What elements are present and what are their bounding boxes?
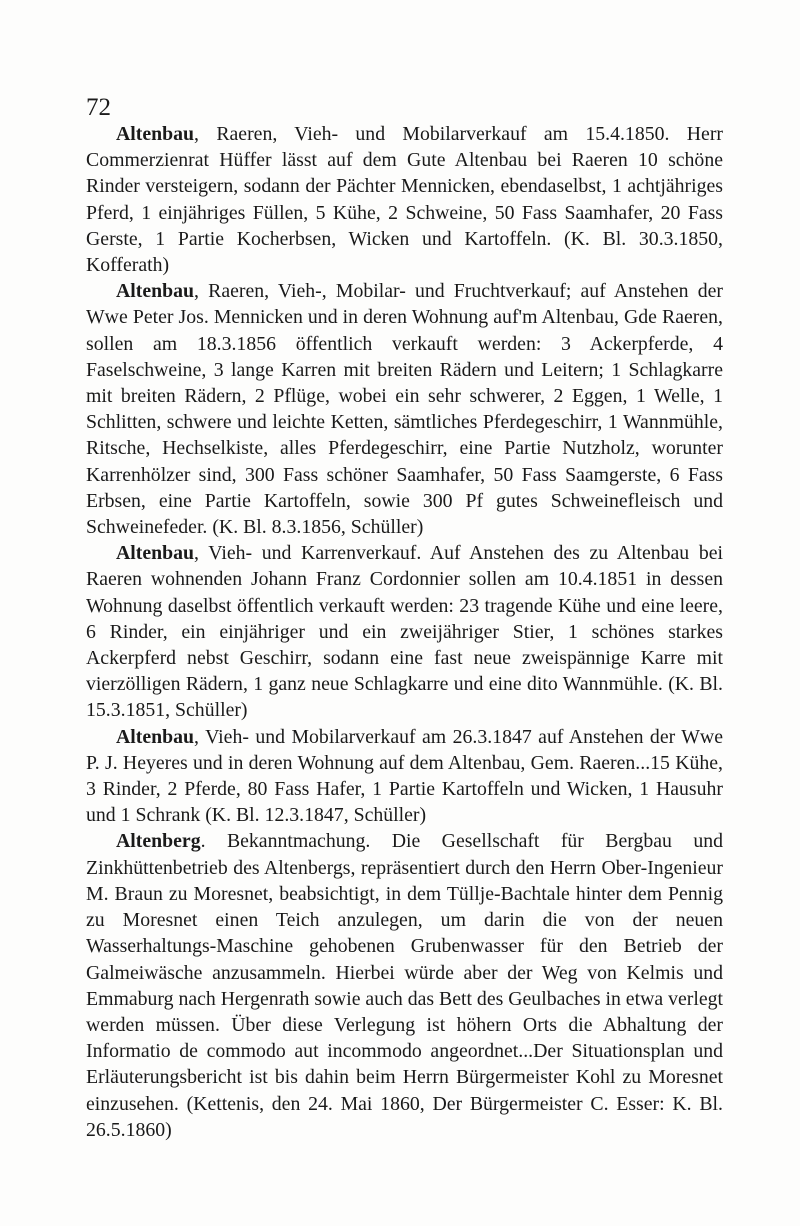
- entry-text: , Raeren, Vieh-, Mobilar- und Fruchtverkauf; auf Anstehen der Wwe Peter Jos. Mennicken und in deren Wohnung auf'm Altenbau, Gde Raeren, sollen am 18.3.1856 öffentlich verkauft werden: 3 Ackerpferde, 4 Faselschweine, 3 lange Karren mit breiten Rädern und Leitern; 1 Schlagkarre mit breiten Rädern, 2 Pflüge, wobei ein sehr schwerer, 2 Eggen, 1 Welle, 1 Schlitten, schwere und leichte Ketten, sämtliches Pferdegeschirr, 1 Wannmühle, Ritsche, Hechselkiste, alles Pferdegeschirr, eine Partie Nutzholz, worunter Karrenhölzer sind, 300 Fass schöner Saamhafer, 50 Fass Saamgerste, 6 Fass Erbsen, eine Partie Kartoffeln, sowie 300 Pf gutes Schweinefleisch und Schweinefeder. (K. Bl. 8.3.1856, Schüller): [86, 280, 723, 539]
- entry-heading: Altenbau: [116, 542, 195, 565]
- entry-heading: Altenberg: [116, 830, 201, 853]
- entry-altenbau-1851: [86, 540, 723, 723]
- entry-altenbau-1850: [86, 121, 723, 278]
- entry-heading: Altenbau: [116, 280, 195, 303]
- page-body: [86, 121, 723, 1143]
- entry-text: . Bekanntmachung. Die Gesellschaft für Bergbau und Zinkhüttenbetrieb des Altenbergs, repräsentiert durch den Herrn Ober-Ingenieur M. Braun zu Moresnet, beabsichtigt, in dem Tüllje-Bachtale hinter dem Pennig zu Moresnet einen Teich anzulegen, um darin die von der neuen Wasserhaltungs-Maschine gehobenen Grubenwasser für den Betrieb der Galmeiwäsche anzusammeln. Hierbei würde aber der Weg von Kelmis und Emmaburg nach Hergenrath sowie auch das Bett des Geulbaches in etwa verlegt werden müssen. Über diese Verlegung ist höhern Orts die Abhaltung der Informatio de commodo aut incommodo angeordnet...Der Situationsplan und Erläuterungsbericht ist bis dahin beim Herrn Bürgermeister Kohl zu Moresnet einzusehen. (Kettenis, den 24. Mai 1860, Der Bürgermeister C. Esser: K. Bl. 26.5.1860): [86, 830, 723, 1141]
- entry-altenbau-1856: [86, 278, 723, 540]
- entry-heading: Altenbau: [116, 123, 195, 145]
- entry-altenberg-1860: [86, 828, 723, 1142]
- page-number: 72: [86, 94, 111, 121]
- entry-text: , Vieh- und Mobilarverkauf am 26.3.1847 auf Anstehen der Wwe P. J. Heyeres und in deren Wohnung auf dem Altenbau, Gem. Raeren...15 Kühe, 3 Rinder, 2 Pferde, 80 Fass Hafer, 1 Partie Kartoffeln und Wicken, 1 Hausuhr und 1 Schrank (K. Bl. 12.3.1847, Schüller): [86, 725, 723, 827]
- entry-altenbau-1847: [86, 724, 723, 829]
- entry-text: , Vieh- und Karrenverkauf. Auf Anstehen des zu Altenbau bei Raeren wohnenden Johann Franz Cordonnier sollen am 10.4.1851 in dessen Wohnung daselbst öffentlich verkauft werden: 23 tragende Kühe und eine leere, 6 Rinder, ein einjähriger und ein zweijähriger Stier, 1 schönes starkes Ackerpferd nebst Geschirr, sodann eine fast neue zweispännige Karre mit vierzölligen Rädern, 1 ganz neue Schlagkarre und eine dito Wannmühle. (K. Bl. 15.3.1851, Schüller): [86, 542, 723, 722]
- entry-heading: Altenbau: [116, 725, 195, 748]
- entry-text: , Raeren, Vieh- und Mobilarverkauf am 15.4.1850. Herr Commerzienrat Hüffer lässt auf dem Gute Altenbau bei Raeren 10 schöne Rinder versteigern, sodann der Pächter Mennicken, ebendaselbst, 1 achtjähriges Pferd, 1 einjähriges Füllen, 5 Kühe, 2 Schweine, 50 Fass Saamhafer, 20 Fass Gerste, 1 Partie Kocherbsen, Wicken und Kartoffeln. (K. Bl. 30.3.1850, Kofferath): [86, 123, 723, 277]
